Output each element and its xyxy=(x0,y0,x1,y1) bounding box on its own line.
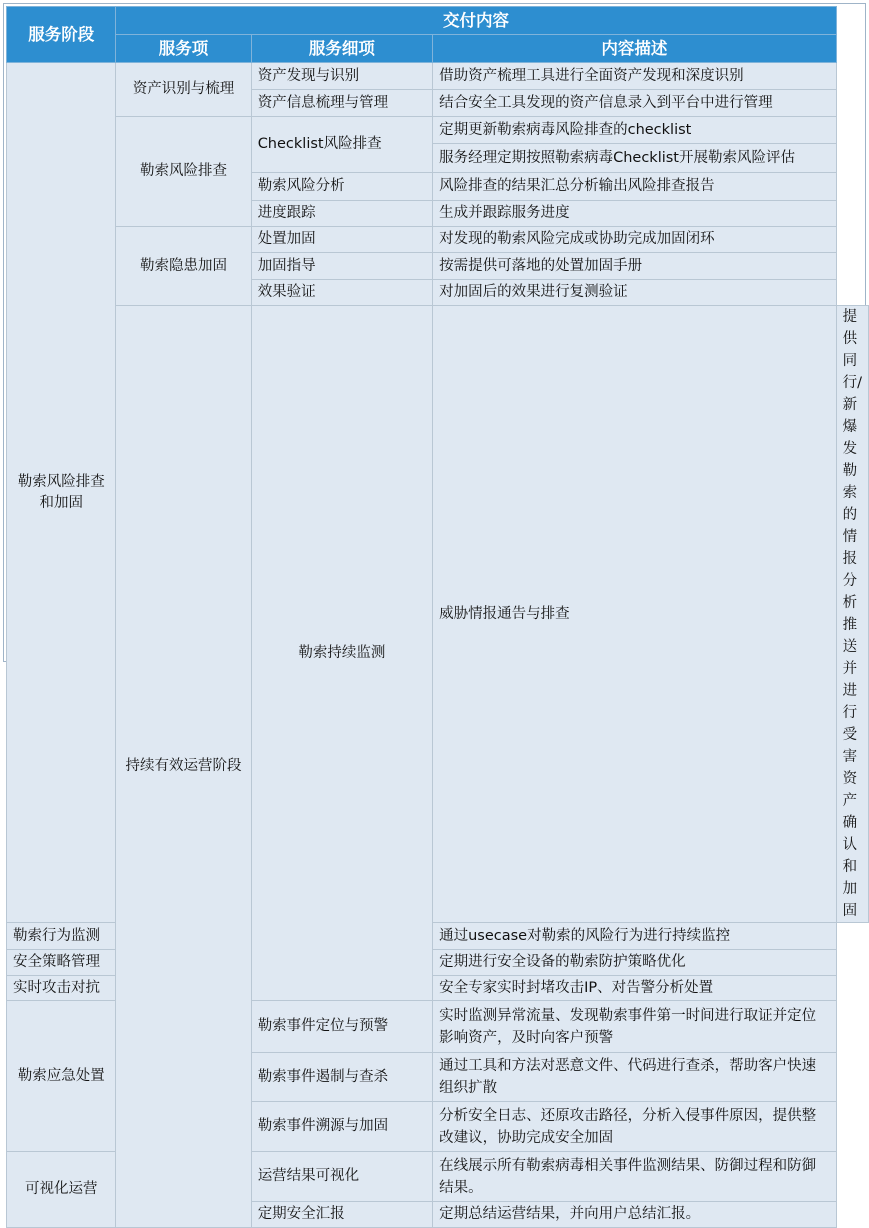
desc-cell: 定期总结运营结果，并向用户总结汇报。 xyxy=(433,1202,837,1228)
detail-cell: 勒索事件遏制与查杀 xyxy=(251,1053,432,1102)
desc-cell: 对发现的勒索风险完成或协助完成加固闭环 xyxy=(433,227,837,253)
desc-cell: 结合安全工具发现的资产信息录入到平台中进行管理 xyxy=(433,90,837,117)
desc-cell: 按需提供可落地的处置加固手册 xyxy=(433,253,837,280)
desc-cell: 风险排查的结果汇总分析输出风险排查报告 xyxy=(433,173,837,201)
desc-cell: 借助资产梳理工具进行全面资产发现和深度识别 xyxy=(433,63,837,90)
item-cell: 勒索持续监测 xyxy=(251,306,432,1001)
desc-cell: 通过usecase对勒索的风险行为进行持续监控 xyxy=(433,923,837,950)
desc-cell: 定期更新勒索病毒风险排查的checklist xyxy=(433,117,837,144)
table-row xyxy=(7,63,869,90)
desc-cell: 安全专家实时封堵攻击IP、对告警分析处置 xyxy=(433,976,837,1001)
header-stage: 服务阶段 xyxy=(7,7,116,63)
item-cell: 资产识别与梳理 xyxy=(116,63,251,117)
desc-cell: 分析安全日志、还原攻击路径，分析入侵事件原因，提供整改建议，协助完成安全加固 xyxy=(433,1102,837,1152)
detail-cell: 资产发现与识别 xyxy=(251,63,432,90)
detail-cell: 威胁情报通告与排查 xyxy=(433,306,837,923)
desc-cell: 对加固后的效果进行复测验证 xyxy=(433,280,837,306)
item-cell: 可视化运营 xyxy=(7,1152,116,1228)
table-row xyxy=(7,227,869,253)
desc-cell: 生成并跟踪服务进度 xyxy=(433,201,837,227)
detail-cell: 加固指导 xyxy=(251,253,432,280)
detail-cell: 处置加固 xyxy=(251,227,432,253)
desc-cell: 通过工具和方法对恶意文件、代码进行查杀，帮助客户快速组织扩散 xyxy=(433,1053,837,1102)
detail-cell: 效果验证 xyxy=(251,280,432,306)
item-cell: 勒索风险排查 xyxy=(116,117,251,227)
desc-cell: 定期进行安全设备的勒索防护策略优化 xyxy=(433,950,837,976)
table-row xyxy=(7,306,869,923)
stage-cell: 勒索风险排查和加固 xyxy=(7,63,116,923)
detail-cell: Checklist风险排查 xyxy=(251,117,432,173)
item-cell: 勒索应急处置 xyxy=(7,1001,116,1152)
header-delivery: 交付内容 xyxy=(116,7,836,35)
detail-cell: 定期安全汇报 xyxy=(251,1202,432,1228)
detail-cell: 勒索事件定位与预警 xyxy=(251,1001,432,1053)
desc-cell: 服务经理定期按照勒索病毒Checklist开展勒索风险评估 xyxy=(433,144,837,173)
service-delivery-table xyxy=(6,6,869,1228)
stage-cell: 持续有效运营阶段 xyxy=(116,306,251,1228)
header-description: 内容描述 xyxy=(433,35,837,63)
desc-cell: 提供同行/新爆发勒索的情报分析推送并进行受害资产确认和加固 xyxy=(836,306,868,923)
detail-cell: 实时攻击对抗 xyxy=(7,976,116,1001)
table-row xyxy=(7,117,869,144)
detail-cell: 运营结果可视化 xyxy=(251,1152,432,1202)
detail-cell: 勒索事件溯源与加固 xyxy=(251,1102,432,1152)
item-cell: 勒索隐患加固 xyxy=(116,227,251,306)
header-item: 服务项 xyxy=(116,35,251,63)
header-detail: 服务细项 xyxy=(251,35,432,63)
detail-cell: 进度跟踪 xyxy=(251,201,432,227)
detail-cell: 勒索行为监测 xyxy=(7,923,116,950)
detail-cell: 安全策略管理 xyxy=(7,950,116,976)
desc-cell: 在线展示所有勒索病毒相关事件监测结果、防御过程和防御结果。 xyxy=(433,1152,837,1202)
detail-cell: 资产信息梳理与管理 xyxy=(251,90,432,117)
detail-cell: 勒索风险分析 xyxy=(251,173,432,201)
desc-cell: 实时监测异常流量、发现勒索事件第一时间进行取证并定位影响资产，及时向客户预警 xyxy=(433,1001,837,1053)
